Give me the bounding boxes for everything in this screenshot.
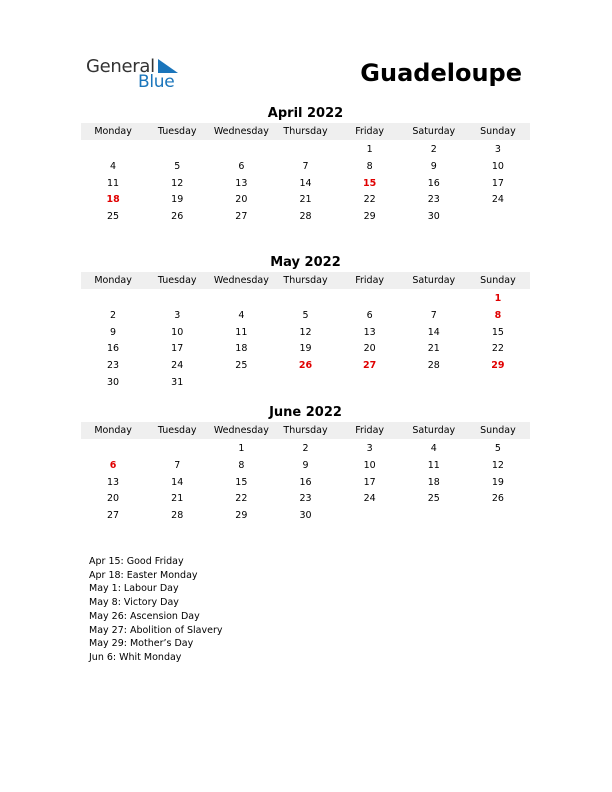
day-cell: 7	[302, 160, 309, 172]
week-row	[81, 142, 530, 159]
holiday-entry: May 29: Mother’s Day	[89, 638, 194, 650]
day-cell: 9	[430, 160, 437, 172]
day-cell: 28	[171, 510, 184, 522]
weekday-label: Saturday	[412, 126, 456, 137]
holiday-list	[89, 555, 222, 665]
weekday-label: Friday	[355, 425, 385, 436]
day-cell: 27	[235, 211, 248, 223]
day-cell: 17	[491, 177, 504, 189]
day-cell: 20	[235, 194, 248, 206]
day-cell: 14	[427, 326, 440, 338]
week-row	[81, 375, 530, 392]
day-cell: 15	[363, 177, 377, 189]
day-cell: 22	[363, 194, 376, 206]
day-cell: 13	[363, 326, 376, 338]
day-cell	[81, 142, 145, 159]
day-cell: 19	[299, 343, 312, 355]
day-cell: 11	[107, 177, 120, 189]
holiday-entry: May 8: Victory Day	[89, 597, 179, 609]
day-cell: 11	[235, 326, 248, 338]
day-cell	[209, 142, 273, 159]
weekday-label: Tuesday	[157, 425, 197, 436]
day-cell: 29	[491, 360, 505, 372]
week-row	[81, 159, 530, 176]
weekday-label: Friday	[355, 126, 385, 137]
day-cell	[81, 291, 145, 308]
day-cell: 30	[427, 211, 440, 223]
week-row	[81, 308, 530, 325]
day-cell: 16	[107, 343, 120, 355]
day-cell: 8	[494, 309, 502, 321]
day-cell: 2	[302, 443, 309, 454]
day-cell: 17	[363, 476, 376, 488]
day-cell: 23	[299, 493, 312, 505]
day-cell	[466, 508, 530, 525]
day-cell: 4	[110, 160, 117, 172]
month-grid	[81, 291, 530, 392]
day-cell	[145, 142, 209, 159]
day-cell: 9	[302, 459, 309, 471]
day-cell: 22	[235, 493, 248, 505]
day-cell	[402, 508, 466, 525]
day-cell: 28	[427, 360, 440, 372]
day-cell: 27	[363, 360, 377, 372]
weekday-label: Monday	[94, 275, 132, 286]
month-june	[81, 405, 530, 525]
month-title: June 2022	[269, 405, 342, 420]
day-cell: 26	[171, 211, 184, 223]
day-cell	[81, 441, 145, 458]
week-row	[81, 325, 530, 342]
day-cell: 10	[171, 326, 184, 338]
holiday-entry: May 1: Labour Day	[89, 583, 179, 595]
week-row	[81, 491, 530, 508]
week-row	[81, 341, 530, 358]
day-cell: 1	[366, 144, 373, 155]
weekday-header	[81, 123, 530, 140]
day-cell: 7	[174, 459, 181, 471]
weekday-header	[81, 272, 530, 289]
weekday-label: Monday	[94, 425, 132, 436]
weekday-label: Sunday	[480, 126, 516, 137]
day-cell: 2	[430, 144, 437, 155]
day-cell: 5	[302, 309, 309, 321]
day-cell: 8	[238, 459, 245, 471]
day-cell	[273, 375, 337, 392]
day-cell: 6	[238, 160, 245, 172]
day-cell: 31	[171, 376, 184, 388]
weekday-label: Monday	[94, 126, 132, 137]
day-cell: 12	[299, 326, 312, 338]
weekday-label: Tuesday	[157, 126, 197, 137]
day-cell: 14	[171, 476, 184, 488]
day-cell: 24	[491, 194, 504, 206]
day-cell: 13	[235, 177, 248, 189]
day-cell: 1	[494, 293, 502, 304]
weekday-label: Wednesday	[213, 275, 269, 286]
day-cell: 15	[491, 326, 504, 338]
day-cell: 21	[171, 493, 184, 505]
day-cell: 25	[235, 360, 248, 372]
day-cell	[209, 291, 273, 308]
weekday-label: Sunday	[480, 425, 516, 436]
day-cell: 29	[235, 510, 248, 522]
day-cell: 30	[107, 376, 120, 388]
week-row	[81, 176, 530, 193]
weekday-label: Saturday	[412, 425, 456, 436]
day-cell: 10	[363, 459, 376, 471]
day-cell	[273, 291, 337, 308]
logo-word-blue: Blue	[138, 72, 175, 92]
day-cell: 22	[491, 343, 504, 355]
week-row	[81, 358, 530, 375]
day-cell: 4	[238, 309, 245, 321]
day-cell: 4	[430, 443, 437, 454]
day-cell: 20	[363, 343, 376, 355]
week-row	[81, 209, 530, 226]
day-cell: 6	[366, 309, 373, 321]
day-cell: 5	[174, 160, 181, 172]
day-cell: 27	[107, 510, 120, 522]
weekday-label: Sunday	[480, 275, 516, 286]
day-cell	[402, 375, 466, 392]
month-title: April 2022	[267, 106, 344, 121]
day-cell: 18	[106, 194, 120, 206]
holiday-entry: May 26: Ascension Day	[89, 610, 200, 622]
brand-logo	[86, 56, 186, 92]
day-cell	[273, 142, 337, 159]
month-april	[81, 106, 530, 226]
day-cell: 24	[363, 493, 376, 505]
month-grid	[81, 142, 530, 226]
day-cell: 23	[427, 194, 440, 206]
day-cell: 8	[366, 160, 373, 172]
weekday-label: Wednesday	[213, 425, 269, 436]
day-cell: 20	[107, 493, 120, 505]
week-row	[81, 508, 530, 525]
day-cell: 13	[107, 476, 120, 488]
day-cell	[145, 441, 209, 458]
day-cell: 14	[299, 177, 312, 189]
day-cell: 19	[171, 194, 184, 206]
holiday-entry: May 27: Abolition of Slavery	[89, 624, 223, 636]
day-cell: 3	[174, 309, 181, 321]
day-cell: 26	[491, 493, 504, 505]
day-cell	[338, 375, 402, 392]
weekday-label: Wednesday	[213, 126, 269, 137]
day-cell: 12	[491, 459, 504, 471]
week-row	[81, 441, 530, 458]
country-title: Guadeloupe	[360, 59, 522, 87]
month-grid	[81, 441, 530, 525]
week-row	[81, 192, 530, 209]
day-cell: 11	[427, 459, 440, 471]
logo-word-general: General	[86, 56, 155, 77]
day-cell: 21	[427, 343, 440, 355]
day-cell: 28	[299, 211, 312, 223]
weekday-label: Thursday	[283, 425, 328, 436]
weekday-header	[81, 422, 530, 439]
day-cell: 18	[427, 476, 440, 488]
day-cell: 3	[494, 144, 501, 155]
day-cell	[338, 291, 402, 308]
day-cell: 2	[110, 309, 117, 321]
weekday-label: Tuesday	[157, 275, 197, 286]
day-cell: 15	[235, 476, 248, 488]
day-cell: 10	[491, 160, 504, 172]
day-cell: 30	[299, 510, 312, 522]
day-cell: 29	[363, 211, 376, 223]
day-cell	[402, 291, 466, 308]
weekday-label: Friday	[355, 275, 385, 286]
day-cell: 19	[491, 476, 504, 488]
weekday-label: Thursday	[283, 275, 328, 286]
day-cell: 6	[109, 459, 117, 471]
day-cell: 16	[299, 476, 312, 488]
day-cell	[209, 375, 273, 392]
day-cell: 9	[110, 326, 117, 338]
month-title: May 2022	[270, 255, 341, 270]
day-cell: 21	[299, 194, 312, 206]
day-cell	[466, 375, 530, 392]
week-row	[81, 475, 530, 492]
month-may	[81, 255, 530, 392]
day-cell: 17	[171, 343, 184, 355]
holiday-entry: Apr 15: Good Friday	[89, 556, 184, 567]
day-cell: 25	[427, 493, 440, 505]
day-cell: 23	[107, 360, 120, 372]
weekday-label: Saturday	[412, 275, 456, 286]
day-cell: 5	[494, 443, 501, 454]
day-cell: 12	[171, 177, 184, 189]
holiday-entry: Jun 6: Whit Monday	[89, 651, 182, 663]
day-cell	[338, 508, 402, 525]
day-cell: 18	[235, 343, 248, 355]
day-cell: 25	[107, 211, 120, 223]
day-cell	[145, 291, 209, 308]
holiday-entry: Apr 18: Easter Monday	[89, 569, 198, 581]
day-cell: 1	[238, 443, 245, 454]
day-cell: 26	[298, 360, 313, 372]
day-cell	[466, 209, 530, 226]
day-cell: 7	[430, 309, 437, 321]
week-row	[81, 291, 530, 308]
day-cell: 16	[427, 177, 440, 189]
day-cell: 24	[171, 360, 184, 372]
weekday-label: Thursday	[283, 126, 328, 137]
week-row	[81, 458, 530, 475]
day-cell: 3	[366, 443, 373, 454]
